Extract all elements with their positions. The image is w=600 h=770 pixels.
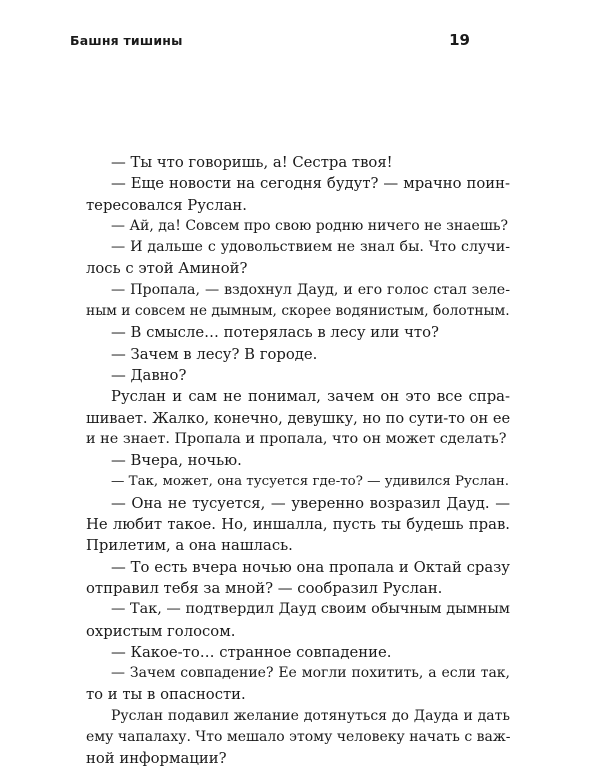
text-line: ным и совсем не дымным, скорее водянистым, болотным. [86, 303, 510, 320]
text-line: Руслан и сам не понимал, зачем он это все спра- [111, 388, 510, 406]
text-line: то и ты в опасности. [86, 686, 246, 704]
text-line: — Так, — подтвердил Дауд своим обычным дымным [111, 601, 510, 618]
text-line: — Пропала, — вздохнул Дауд, и его голос стал зеле- [111, 281, 510, 298]
page-header [70, 33, 470, 55]
text-line: ной информации? [86, 750, 227, 768]
page-number: 19 [449, 31, 470, 49]
text-line: — Ай, да! Совсем про свою родню ничего не знаешь? [111, 217, 508, 234]
text-line: — Еще новости на сегодня будут? — мрачно поин- [111, 175, 510, 193]
text-line: шивает. Жалко, конечно, девушку, но по сути-то он ее [86, 409, 511, 427]
text-line: — Зачем совпадение? Ее могли похитить, а если так, [111, 665, 510, 682]
text-line: Не любит такое. Но, иншалла, пусть ты будешь прав. [86, 516, 510, 534]
text-line: Руслан подавил желание дотянуться до Дауда и дать [111, 707, 510, 724]
text-line: Прилетим, а она нашлась. [86, 537, 293, 555]
text-line: лось с этой Аминой? [86, 260, 248, 278]
text-line: ему чапалаху. Что мешало этому человеку начать с важ- [86, 729, 511, 746]
text-line: — Ты что говоришь, а! Сестра твоя! [111, 154, 393, 171]
text-line: — Вчера, ночью. [111, 452, 242, 470]
text-line: — Какое-то… странное совпадение. [111, 643, 392, 661]
body-text [86, 152, 510, 770]
text-line: — В смысле… потерялась в лесу или что? [111, 324, 439, 342]
text-line: — То есть вчера ночью она пропала и Октай сразу [111, 558, 510, 576]
text-line: охристым голосом. [86, 622, 236, 640]
text-line: отправил тебя за мной? — сообразил Руслан. [86, 579, 443, 597]
text-line: — И дальше с удовольствием не знал бы. Что случи- [111, 239, 510, 256]
text-line: — Так, может, она тусуется где-то? — удивился Руслан. [111, 474, 510, 490]
text-line: и не знает. Пропала и пропала, что он может сделать? [86, 430, 507, 447]
text-line: — Давно? [111, 366, 187, 384]
text-line: — Она не тусуется, — уверенно возразил Дауд. — [111, 494, 510, 512]
text-line: — Зачем в лесу? В городе. [111, 345, 318, 363]
running-title: Башня тишины [70, 33, 183, 48]
text-line: тересовался Руслан. [86, 196, 247, 214]
